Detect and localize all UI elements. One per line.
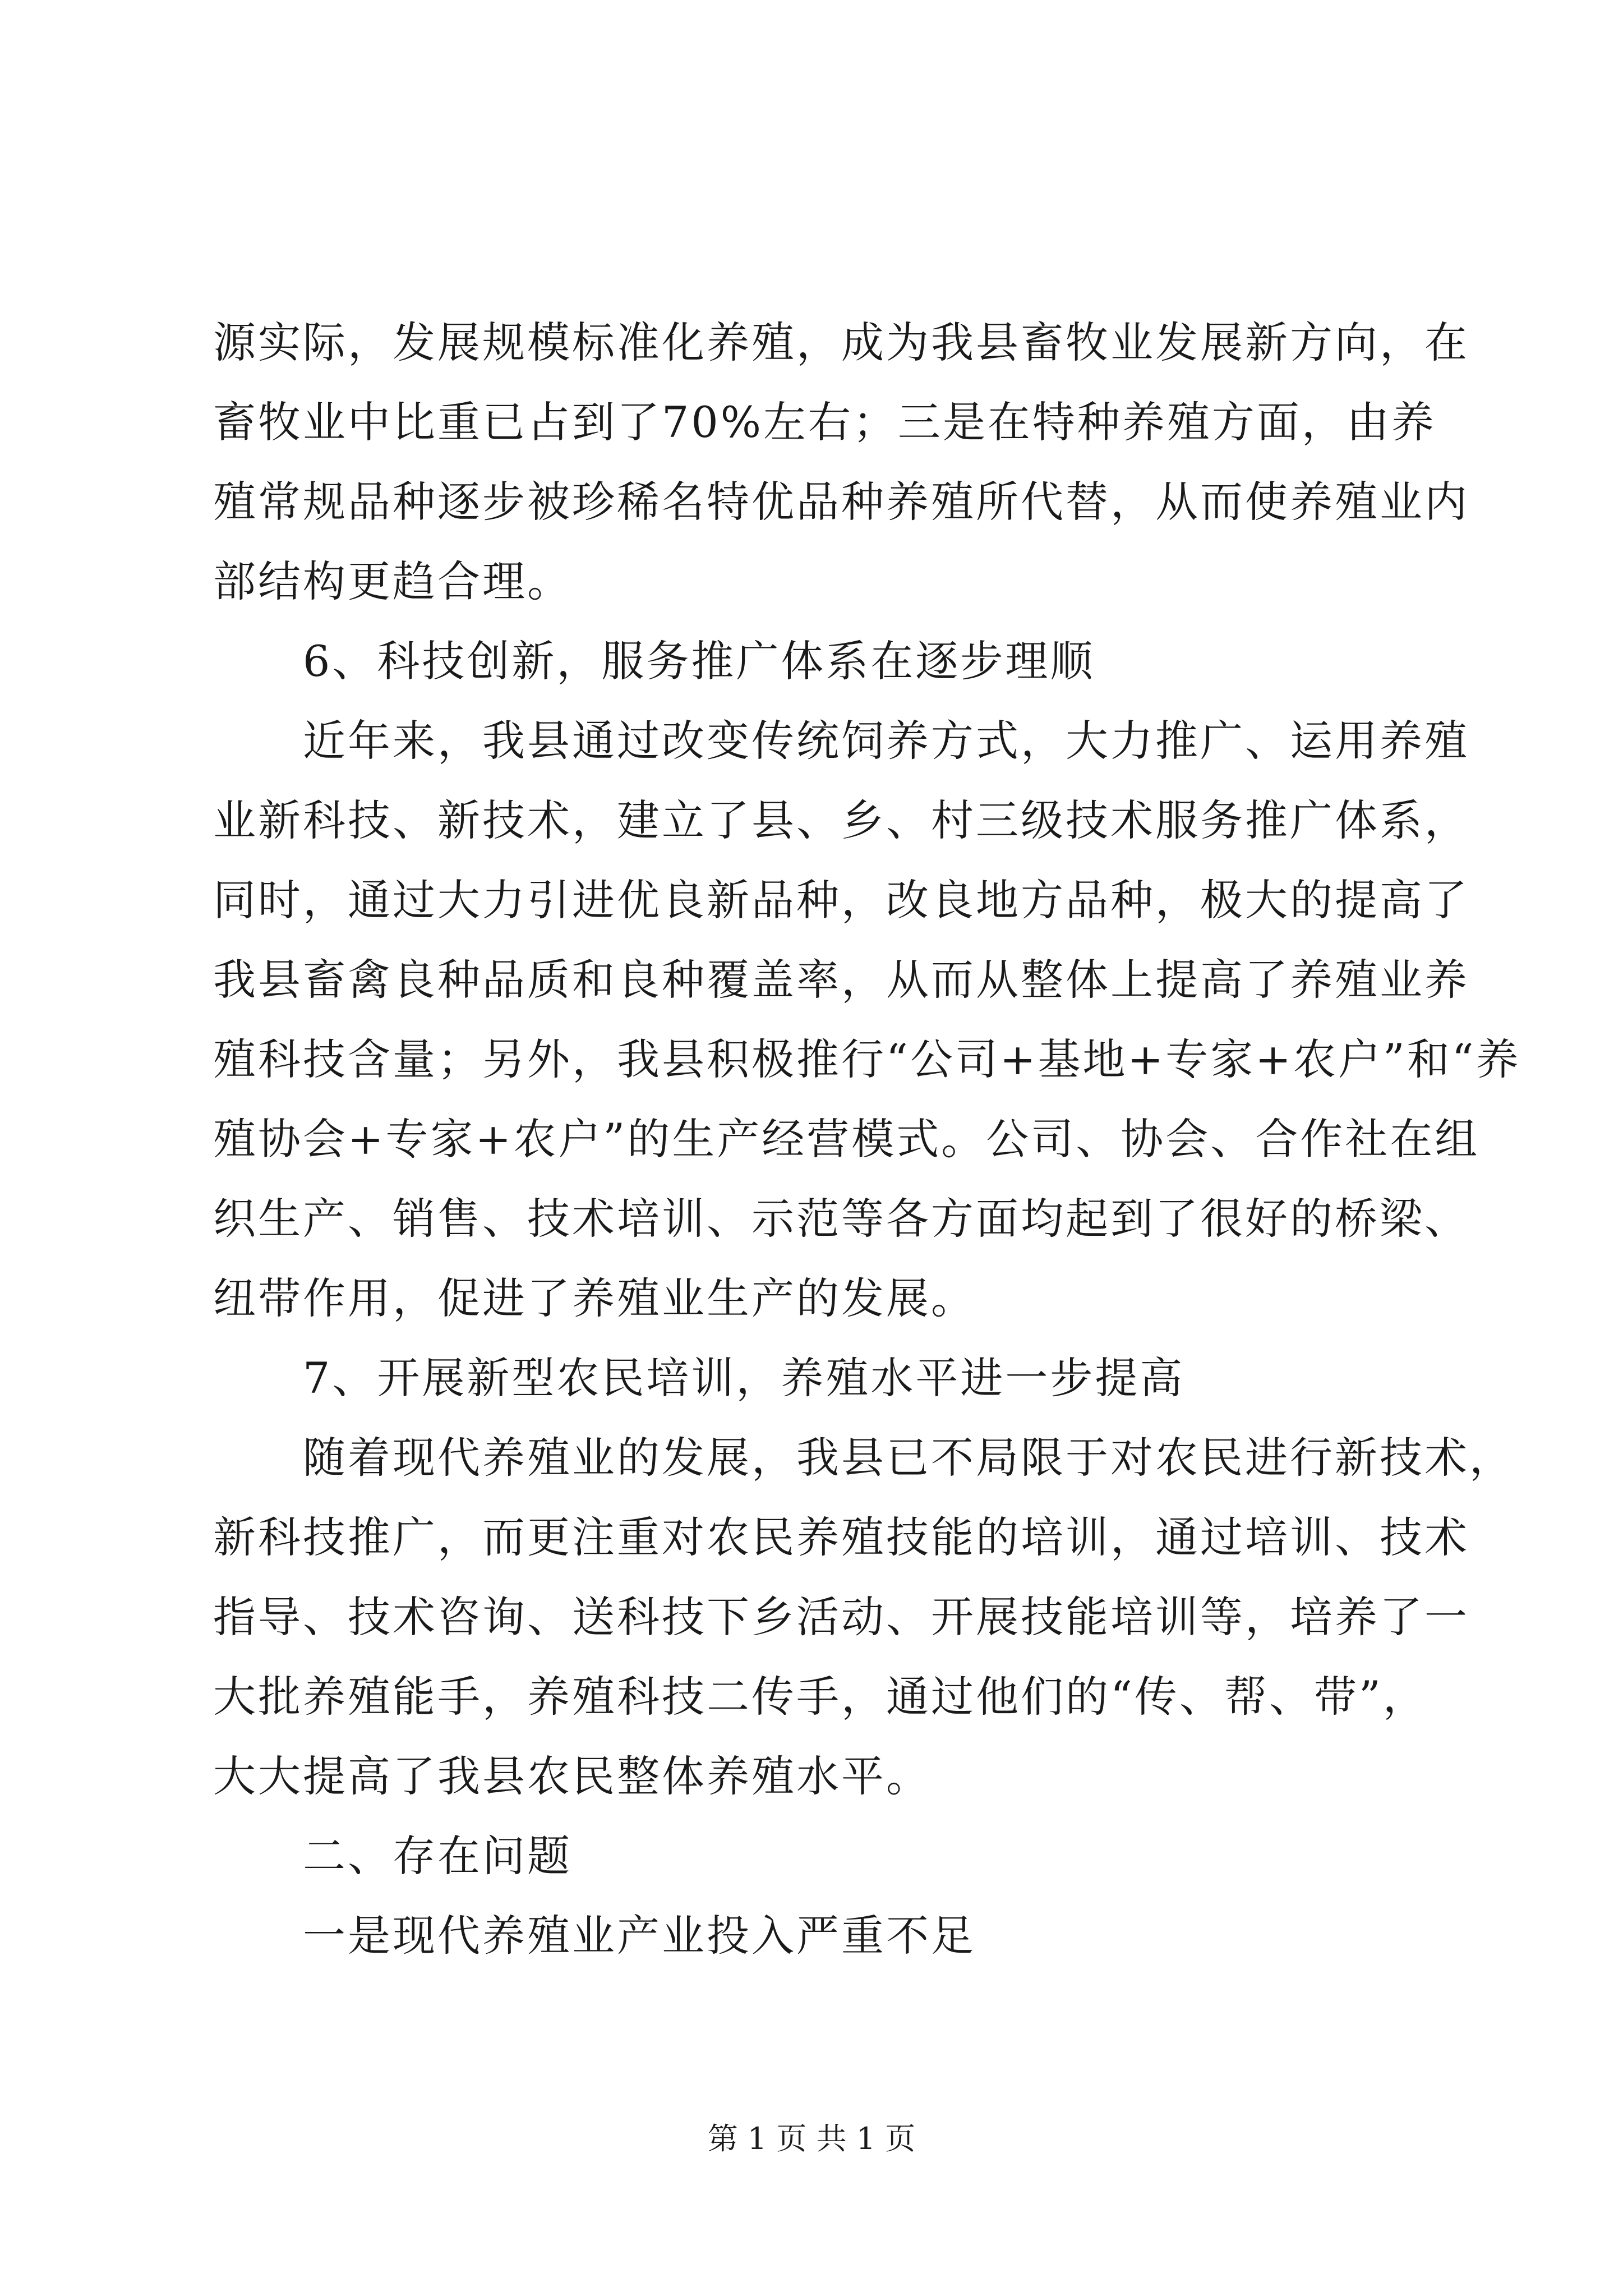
text-line: 纽带作用，促进了养殖业生产的发展。: [213, 1273, 976, 1323]
text-line: 近年来，我县通过改变传统饲养方式，大力推广、运用养殖: [303, 716, 1469, 766]
text-line: 殖协会+专家+农户”的生产经营模式。公司、协会、合作社在组: [213, 1114, 1480, 1164]
text-line: 源实际，发展规模标准化养殖，成为我县畜牧业发展新方向，在: [213, 318, 1469, 367]
section-heading: 6、科技创新，服务推广体系在逐步理顺: [303, 636, 1095, 686]
text-line: 我县畜禽良种品质和良种覆盖率，从而从整体上提高了养殖业养: [213, 955, 1469, 1005]
text-line: 大大提高了我县农民整体养殖水平。: [213, 1751, 931, 1801]
section-heading: 二、存在问题: [303, 1831, 572, 1881]
document-body: [213, 303, 1521, 1976]
section-heading: 7、开展新型农民培训，养殖水平进一步提高: [303, 1353, 1185, 1403]
text-line: 大批养殖能手，养殖科技二传手，通过他们的“传、帮、带”，: [213, 1672, 1428, 1722]
page-footer: 第 1 页 共 1 页: [707, 2121, 916, 2156]
text-line: 同时，通过大力引进优良新品种，改良地方品种，极大的提高了: [213, 875, 1469, 925]
text-line: 部结构更趋合理。: [213, 556, 572, 606]
text-line: 织生产、销售、技术培训、示范等各方面均起到了很好的桥梁、: [213, 1194, 1469, 1244]
text-line: 随着现代养殖业的发展，我县已不局限于对农民进行新技术，: [303, 1433, 1514, 1483]
text-line: 指导、技术咨询、送科技下乡活动、开展技能培训等，培养了一: [213, 1592, 1469, 1642]
text-line: 殖科技含量；另外，我县积极推行“公司+基地+专家+农户”和“养: [213, 1034, 1521, 1084]
text-line: 殖常规品种逐步被珍稀名特优品种养殖所代替，从而使养殖业内: [213, 477, 1469, 527]
text-line: 畜牧业中比重已占到了70%左右；三是在特种养殖方面，由养: [213, 397, 1436, 447]
text-line: 一是现代养殖业产业投入严重不足: [303, 1911, 976, 1961]
text-line: 业新科技、新技术，建立了县、乡、村三级技术服务推广体系，: [213, 795, 1469, 845]
text-line: 新科技推广，而更注重对农民养殖技能的培训，通过培训、技术: [213, 1512, 1469, 1562]
